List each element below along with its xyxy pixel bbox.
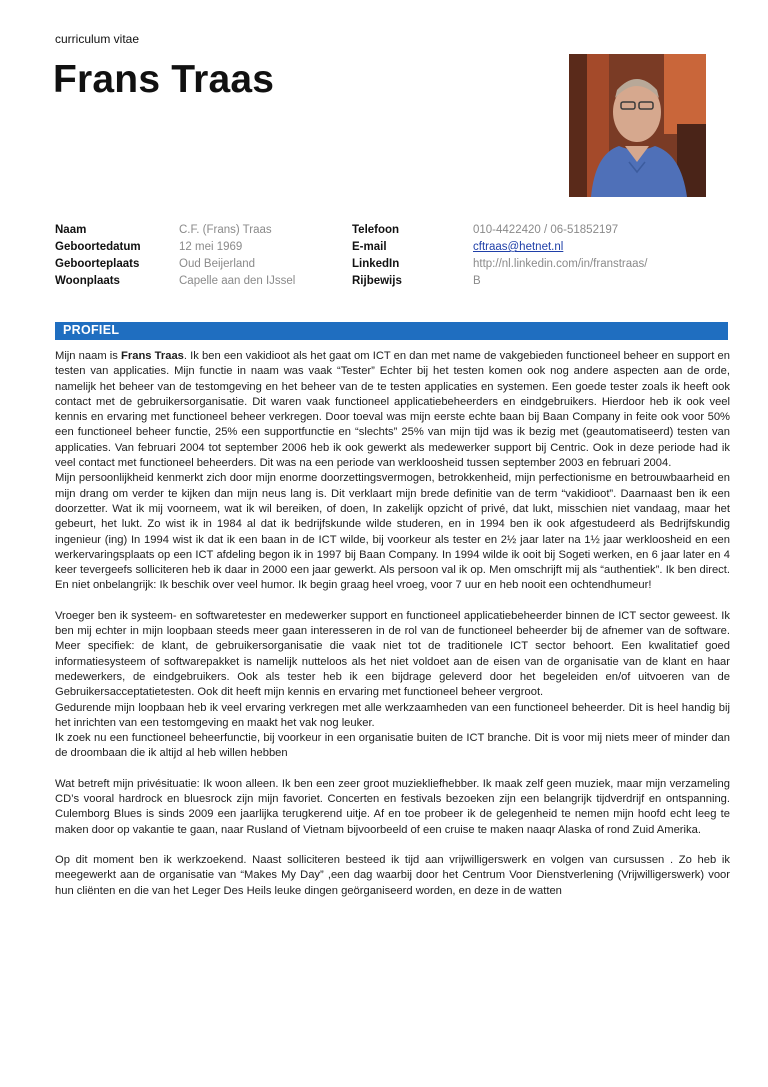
profile-paragraph-4: Gedurende mijn loopbaan heb ik veel ervaring verkregen met alle werkzaamheden van een functioneel beheerder. Dit is heel handig bij het inrichten van een testomgeving en maakt het vak nog leuker. <box>55 701 730 729</box>
candidate-name: Frans Traas <box>53 58 275 101</box>
value-linkedin: http://nl.linkedin.com/in/franstraas/ <box>473 258 648 270</box>
profile-paragraph-2: Mijn persoonlijkheid kenmerkt zich door mijn enorme doorzettingsvermogen, betrokkenheid, mijn perfectionisme en betrouwbaarheid en mijn drang om verder te kijken dan mijn neus lang is. Dit verklaart mijn brede definitie van de term “vakidioot”. Daarnaast ben ik een doorzetter. Wat ik mij voorneem, wat ik wil bereiken, of doen, In zakelijk opzicht of privé, dat lukt, misschien niet vandaag, maar het gebeurt, het lukt. Zo wist ik in 1984 al dat ik bedrijfskunde wilde studeren, en in 1994 ben ik ook afgestudeerd als Bedrijfskundig ingenieur (ing) In 1994 wist ik dat ik een baan in de ICT wilde, bij voorkeur als tester en 2½ jaar later na 1½ jaar werkloosheid en een werkervaringsplaats op een ICT afdeling begon ik in 1997 bij Baan Company. In 1994 wilde ik ooit bij Sogeti werken, en 6 jaar later en 4 keer tevergeefs solliciteren heb ik daar in 2000 een jaar gewerkt. Als persoon val ik op. Men omschrijft mij als “authentiek”. Ik ben direct. En niet onbelangrijk: Ik beschik over veel humor. Ik begin graag heel vroeg, voor 7 uur en heb nooit een ochtendhumeur! <box>55 472 730 592</box>
value-rijbewijs: B <box>473 275 481 287</box>
label-geboorteplaats: Geboorteplaats <box>55 258 140 270</box>
label-naam: Naam <box>55 224 87 236</box>
personal-labels-right <box>352 222 402 290</box>
value-woonplaats: Capelle aan den IJssel <box>179 275 296 287</box>
label-linkedin: LinkedIn <box>352 258 400 270</box>
label-geboortedatum: Geboortedatum <box>55 241 141 253</box>
label-email: E-mail <box>352 241 387 253</box>
value-geboortedatum: 12 mei 1969 <box>179 241 243 253</box>
personal-labels-left <box>55 222 141 290</box>
label-rijbewijs: Rijbewijs <box>352 275 402 287</box>
profile-photo <box>569 54 706 197</box>
document-label: curriculum vitae <box>55 32 140 46</box>
profile-text <box>55 349 730 899</box>
value-geboorteplaats: Oud Beijerland <box>179 258 256 270</box>
personal-values-left <box>179 222 295 290</box>
p1-name: Frans Traas <box>121 350 184 362</box>
value-naam: C.F. (Frans) Traas <box>179 224 272 236</box>
p1-intro: Mijn naam is <box>55 350 122 362</box>
profile-paragraph-5: Ik zoek nu een functioneel beheerfunctie, bij voorkeur in een organisatie buiten de ICT branche. Dit is voor mij niets meer of minder dan de droombaan die ik altijd al heb willen hebben <box>55 732 730 760</box>
profile-paragraph-6: Wat betreft mijn privésituatie: Ik woon alleen. Ik ben een zeer groot muziekliefhebber. Ik maak zelf geen muziek, maar mijn verzameling CD’s vooral hardrock en bluesrock zijn mijn favoriet. Concerten en festivals bezoeken zijn een belangrijk tijdverdrijf en ontspanning. Culemborg Blues is sinds 2009 een jaarlijka terugkerend uitje. Af en toe probeer ik de gelegenheid te nemen mijn hoofd echt leeg te maken door op vakantie te gaan, naar Rusland of Vietnam bijvoorbeeld of een cruise te maken naaqr Alaska of rond Zuid Amerika. <box>55 777 730 836</box>
label-woonplaats: Woonplaats <box>55 275 120 287</box>
profile-paragraph-3: Vroeger ben ik systeem- en softwaretester en medewerker support en functioneel applicatiebeheerder binnen de ICT sector geweest. Ik ben mij echter in mijn loopbaan steeds meer gaan interesseren in de rol van de functioneel beheerder bij de afnemer van de software. Meer specifiek: de klant, de gebruikersorganisatie die vaak niet tot de traditionele ICT sector behoort. Een kwalitatief goed informatiesysteem of softwarepakket is namelijk nutteloos als het niet voldoet aan de eisen van de organisatie van de klant en haar medewerkers, de eindgebruikers. Ook als tester heb ik een bijdrage geleverd door het begeleiden en/of uitvoeren van de Gebruikersacceptatietesten. Ook dit heeft mijn kennis en ervaring met functioneel beheer vergroot. <box>55 609 730 699</box>
portrait-illustration <box>569 54 706 197</box>
section-header-profiel <box>55 322 728 339</box>
label-telefoon: Telefoon <box>352 224 400 236</box>
profile-paragraph-7: Op dit moment ben ik werkzoekend. Naast solliciteren besteed ik tijd aan vrijwilligerswerk en volgen van cursussen . Zo heb ik meegewerkt aan de organisatie van “Makes My Day” ,een dag waarbij door het Centrum Voor Dienstverlening (Vrijwilligerswerk) voor hun cliënten en die van het Leger Des Heils leuke dingen geörganiseerd worden, en deze in de watten <box>55 853 730 897</box>
p1-body: . Ik ben een vakidioot als het gaat om ICT en dan met name de vakgebieden functioneel beheer en support en testen van applicaties. Mijn functie in naam was vaak “Tester” Echter bij het testen komen ook nog andere aspecten aan de orde, namelijk het beheer van de testomgeving en het beheer van de te testen applicaties en systemen. Een goede tester zoals ik heeft ook contact met de gebruikersorganisatie. Dit waren vaak functioneel applicatiebeheerders en eindgebruikers. Hierdoor heb ik ook veel kennis en ervaring met functioneel beheer verkregen. Door toeval was mijn eerste echte baan bij Baan Company in feite ook voor 50% een functioneel beheer functie, 25% een supportfunctie en “slechts” 25% van mijn tijd was ik bezig met (geautomatiseerd) testen van applicaties. Van februari 2004 tot september 2006 heb ik ook gewerkt als medewerker support bij Centric. Ook in deze periode had ik veel contact met functioneel beheerders. Dit was na een periode van werkloosheid tussen september 2003 en februari 2004. <box>55 350 730 470</box>
profile-paragraph-1 <box>55 349 730 471</box>
section-divider <box>55 339 728 340</box>
section-title: PROFIEL <box>63 323 120 337</box>
value-telefoon: 010-4422420 / 06-51852197 <box>473 224 619 236</box>
email-link[interactable]: cftraas@hetnet.nl <box>473 241 564 253</box>
personal-values-right <box>473 222 648 290</box>
